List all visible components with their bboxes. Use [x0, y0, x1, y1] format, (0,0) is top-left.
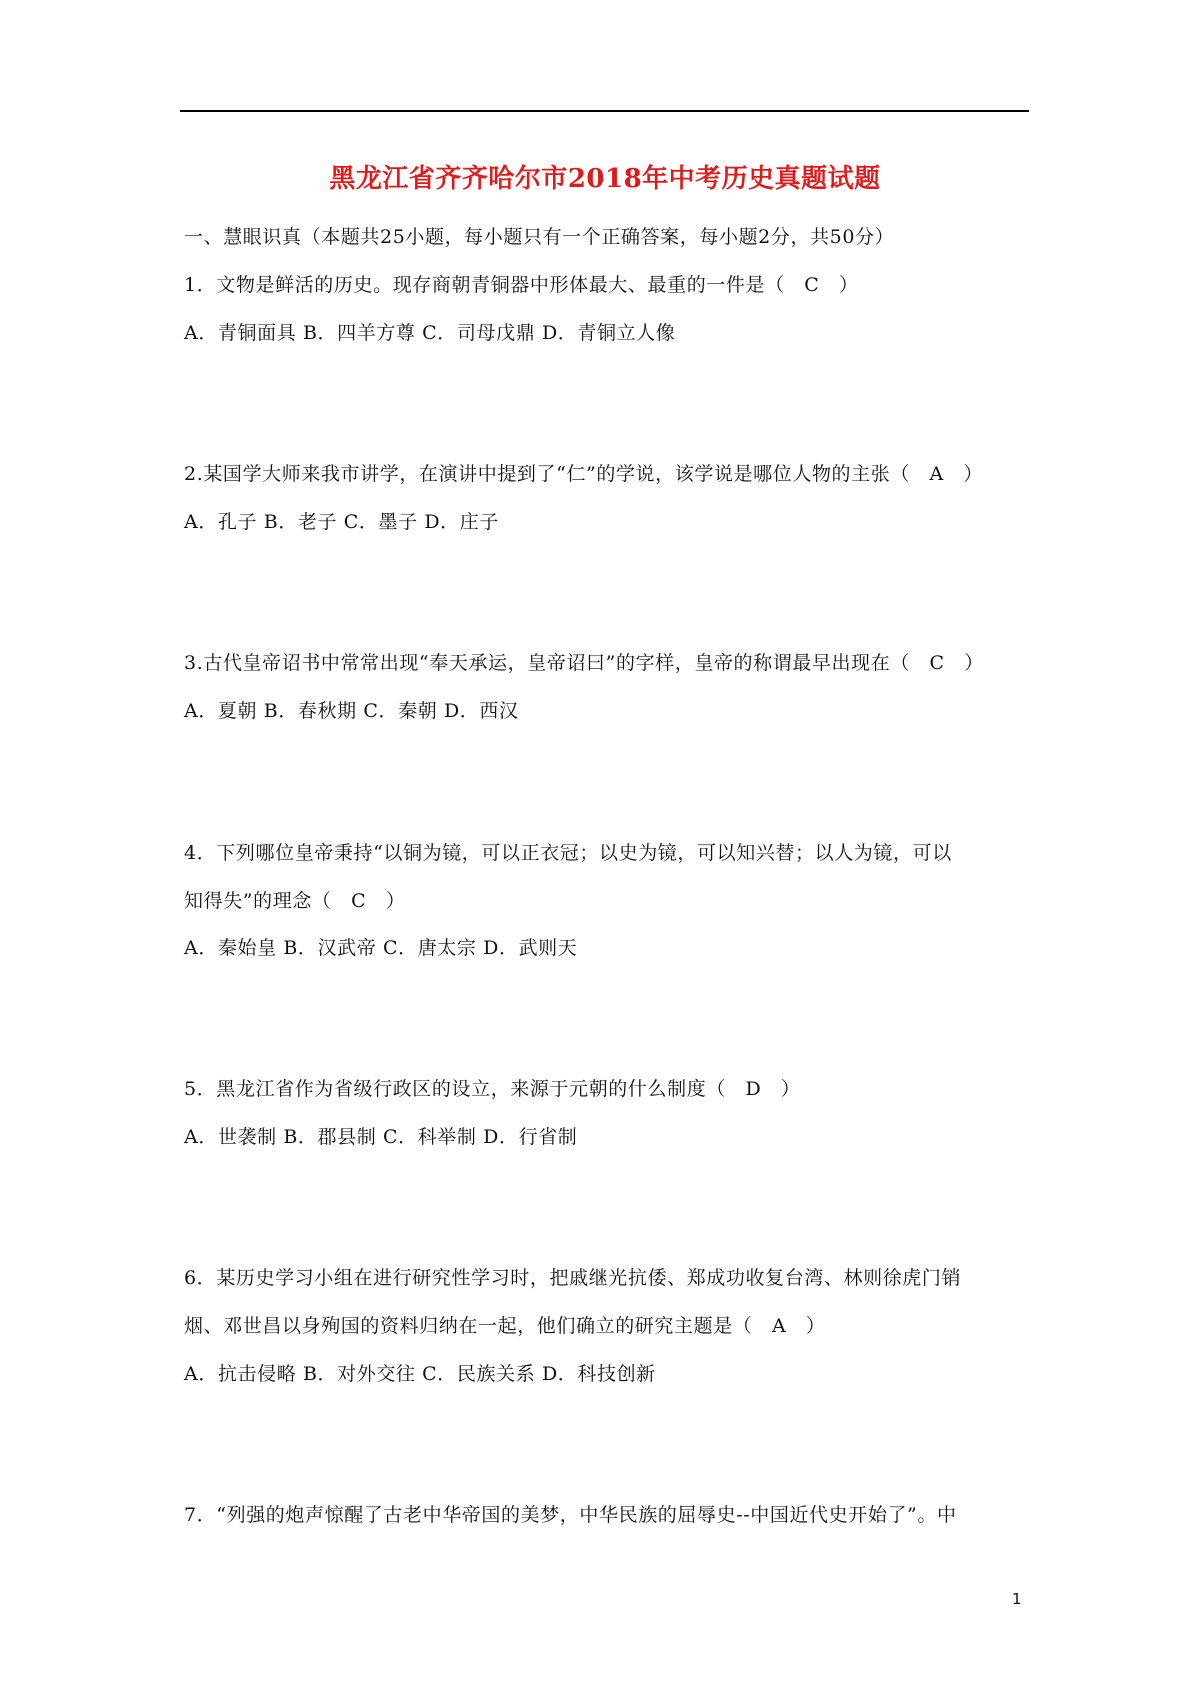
question-text: 5．黑龙江省作为省级行政区的设立，来源于元朝的什么制度（ D ）	[184, 1078, 801, 1100]
question-text: 6．某历史学习小组在进行研究性学习时，把戚继光抗倭、郑成功收复台湾、林则徐虎门销	[184, 1267, 962, 1289]
question-options: A．夏朝 B．春秋期 C．秦朝 D．西汉	[184, 700, 519, 722]
question-options: A．青铜面具 B．四羊方尊 C．司母戊鼎 D．青铜立人像	[184, 322, 676, 344]
question-text: 4．下列哪位皇帝秉持“以铜为镜，可以正衣冠；以史为镜，可以知兴替；以人为镜，可以	[184, 842, 952, 864]
question-options: A．抗击侵略 B．对外交往 C．民族关系 D．科技创新	[184, 1363, 656, 1385]
question-text: 1．文物是鲜活的历史。现存商朝青铜器中形体最大、最重的一件是（ C ）	[184, 274, 859, 296]
document-title: 黑龙江省齐齐哈尔市2018年中考历史真题试题	[329, 164, 881, 194]
question-text: 3.古代皇帝诏书中常常出现“奉天承运，皇帝诏曰”的字样，皇帝的称谓最早出现在（ C ）	[184, 652, 984, 674]
question-text: 知得失”的理念（ C ）	[184, 890, 406, 912]
question-text: 烟、邓世昌以身殉国的资料归纳在一起，他们确立的研究主题是（ A ）	[184, 1315, 826, 1337]
question-text: 2.某国学大师来我市讲学，在演讲中提到了“仁”的学说，该学说是哪位人物的主张（ A ）	[184, 463, 984, 485]
question-options: A．孔子 B．老子 C．墨子 D．庄子	[184, 511, 499, 533]
question-options: A．世袭制 B．郡县制 C．科举制 D．行省制	[184, 1126, 578, 1148]
header-rule	[180, 110, 1029, 112]
page-number: 1	[1012, 1590, 1022, 1608]
section-heading: 一、慧眼识真（本题共25小题，每小题只有一个正确答案，每小题2分，共50分）	[184, 226, 895, 248]
question-text: 7．“列强的炮声惊醒了古老中华帝国的美梦，中华民族的屈辱史--中国近代史开始了”。中	[184, 1504, 957, 1526]
question-options: A．秦始皇 B．汉武帝 C．唐太宗 D．武则天	[184, 937, 578, 959]
